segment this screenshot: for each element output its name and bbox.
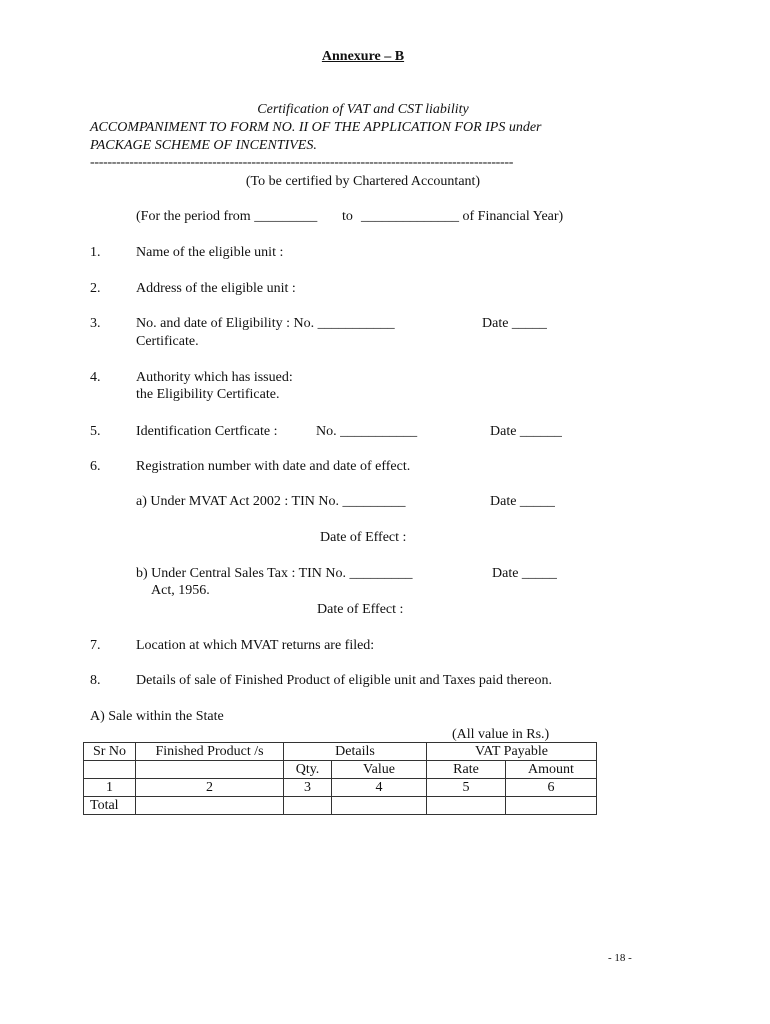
all-value-note: (All value in Rs.) [452, 727, 550, 742]
mvat-tin-line: a) Under MVAT Act 2002 : TIN No. _________ [136, 494, 406, 509]
table-cell [84, 761, 136, 779]
cst-date: Date _____ [492, 566, 557, 581]
header-details: Details [284, 743, 427, 761]
table-number-row [84, 779, 597, 797]
table-cell [506, 797, 597, 815]
table-cell [427, 797, 506, 815]
cst-date-of-effect: Date of Effect : [317, 602, 404, 617]
item-text-continued: the Eligibility Certificate. [136, 387, 280, 402]
header-sr-no: Sr No [84, 743, 136, 761]
table-cell: 3 [284, 779, 332, 797]
certified-by-note: (To be certified by Chartered Accountant) [245, 174, 481, 189]
table-cell: 5 [427, 779, 506, 797]
table-cell: 1 [84, 779, 136, 797]
heading-line-1: ACCOMPANIMENT TO FORM NO. II OF THE APPLICATION FOR IPS under [90, 120, 542, 135]
item-number: 1. [90, 245, 101, 260]
item-text: Registration number with date and date of effect. [136, 459, 411, 474]
item-number: 5. [90, 424, 101, 439]
table-total-row [84, 797, 597, 815]
item-text: Name of the eligible unit : [136, 245, 284, 260]
table-cell [284, 797, 332, 815]
item-text: No. and date of Eligibility : No. ___________ [136, 316, 395, 331]
separator-dashes: ------------------------------------------------------------------------------------------------- [90, 155, 514, 170]
annexure-title: Annexure – B [321, 49, 405, 64]
table-cell [136, 761, 284, 779]
item-no-field: No. ___________ [316, 424, 418, 439]
mvat-date: Date _____ [490, 494, 555, 509]
certification-subtitle: Certification of VAT and CST liability [257, 102, 469, 117]
period-to: to [342, 209, 353, 224]
table-cell [136, 797, 284, 815]
section-a-label: A) Sale within the State [90, 709, 224, 724]
heading-line-2: PACKAGE SCHEME OF INCENTIVES. [90, 138, 317, 153]
period-prefix: (For the period from _________ [136, 209, 318, 224]
header-value: Value [332, 761, 427, 779]
item-date: Date ______ [490, 424, 562, 439]
item-text: Authority which has issued: [136, 370, 293, 385]
item-text: Identification Certficate : [136, 424, 278, 439]
item-text: Location at which MVAT returns are filed: [136, 638, 375, 653]
item-text: Address of the eligible unit : [136, 281, 296, 296]
item-number: 3. [90, 316, 101, 331]
header-rate: Rate [427, 761, 506, 779]
table-cell: 4 [332, 779, 427, 797]
table-cell: 6 [506, 779, 597, 797]
item-number: 6. [90, 459, 101, 474]
item-number: 7. [90, 638, 101, 653]
table-subheader-row [84, 761, 597, 779]
item-date: Date _____ [482, 316, 547, 331]
table-cell: 2 [136, 779, 284, 797]
table-cell [332, 797, 427, 815]
cst-act-line: Act, 1956. [151, 583, 210, 598]
header-finished-product: Finished Product /s [136, 743, 284, 761]
mvat-date-of-effect: Date of Effect : [320, 530, 407, 545]
item-number: 4. [90, 370, 101, 385]
item-number: 2. [90, 281, 101, 296]
item-text-continued: Certificate. [136, 334, 199, 349]
header-vat-payable: VAT Payable [427, 743, 597, 761]
sales-table [83, 742, 597, 815]
item-number: 8. [90, 673, 101, 688]
total-label: Total [84, 797, 136, 815]
period-suffix: ______________ of Financial Year) [361, 209, 564, 224]
table-header-row [84, 743, 597, 761]
header-qty: Qty. [284, 761, 332, 779]
header-amount: Amount [506, 761, 597, 779]
page-number: - 18 - [608, 952, 632, 964]
item-text: Details of sale of Finished Product of eligible unit and Taxes paid thereon. [136, 673, 552, 688]
cst-tin-line: b) Under Central Sales Tax : TIN No. _________ [136, 566, 413, 581]
